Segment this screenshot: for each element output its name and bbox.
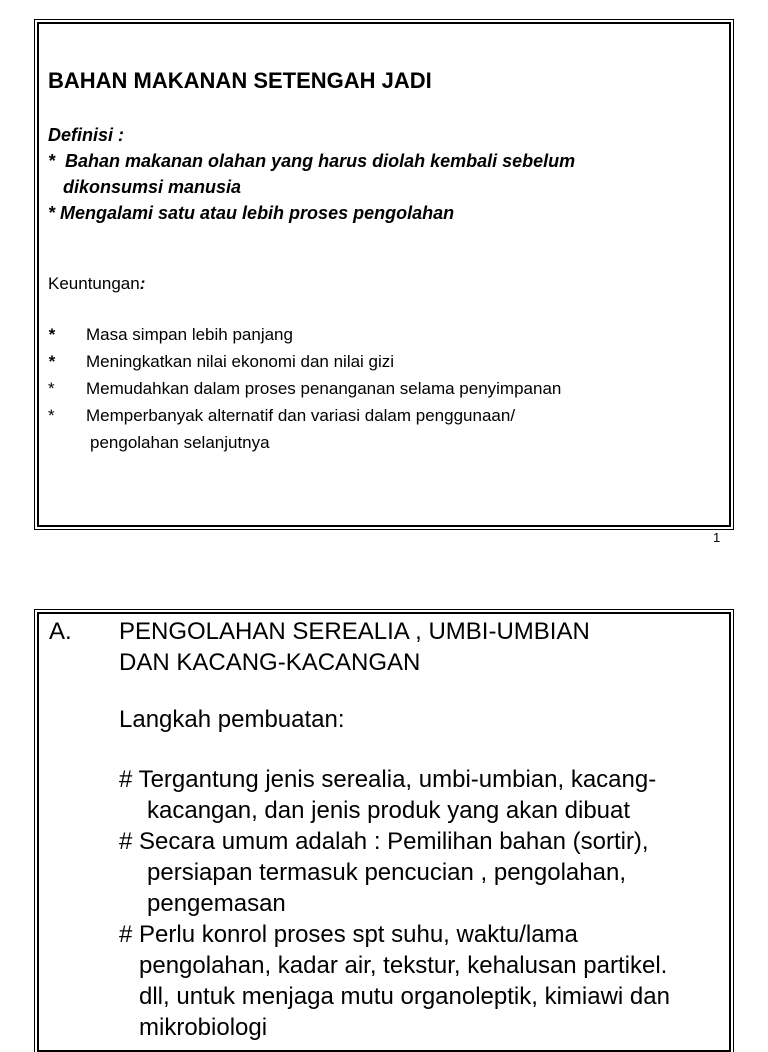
bullet: * <box>48 352 55 371</box>
bullet: * <box>48 325 55 344</box>
list-item-line: persiapan termasuk pencucian , pengolahan, <box>147 859 626 886</box>
list-item-text: Masa simpan lebih panjang <box>86 325 293 344</box>
definition-line: * Bahan makanan olahan yang harus diolah kembali sebelum <box>48 151 576 171</box>
section-letter: A. <box>49 618 72 645</box>
advantages-label-colon: : <box>139 274 146 293</box>
slide-2 <box>37 612 731 1052</box>
definition-line: * Mengalami satu atau lebih proses pengolahan <box>48 203 455 223</box>
list-item-line: # Perlu konrol proses spt suhu, waktu/lama <box>119 921 578 948</box>
bullet: * <box>48 379 55 398</box>
list-item-line: dll, untuk menjaga mutu organoleptik, kimiawi dan <box>139 983 670 1010</box>
list-item <box>48 321 561 348</box>
slide-1 <box>37 22 731 527</box>
advantages-label <box>48 274 145 294</box>
slide-2-subheading: Langkah pembuatan: <box>119 706 345 733</box>
list-item-continuation: pengolahan selanjutnya <box>90 433 270 452</box>
slide-1-content <box>48 24 729 525</box>
page-number: 1 <box>713 530 721 545</box>
list-item-line: kacangan, dan jenis produk yang akan dibuat <box>147 797 631 824</box>
list-item <box>119 919 729 1043</box>
list-item <box>119 764 729 826</box>
slide-1-title: BAHAN MAKANAN SETENGAH JADI <box>48 68 432 93</box>
list-item <box>48 375 561 402</box>
steps-list <box>119 764 729 1043</box>
list-item-line: mikrobiologi <box>139 1014 268 1041</box>
advantages-label-text: Keuntungan <box>48 274 140 293</box>
definition-line: dikonsumsi manusia <box>48 177 242 197</box>
list-item <box>48 402 561 429</box>
definition-label: Definisi : <box>48 125 125 145</box>
list-item-text: Memperbanyak alternatif dan variasi dalam penggunaan/ <box>86 406 516 425</box>
list-item-line: pengolahan, kadar air, tekstur, kehalusan partikel. <box>139 952 668 979</box>
list-item-line: # Secara umum adalah : Pemilihan bahan (sortir), <box>119 828 649 855</box>
heading-text <box>119 616 719 678</box>
definition-block <box>48 122 575 226</box>
list-item-text: Meningkatkan nilai ekonomi dan nilai gizi <box>86 352 395 371</box>
heading-line: DAN KACANG-KACANGAN <box>119 649 421 676</box>
list-item-line: # Tergantung jenis serealia, umbi-umbian, kacang- <box>119 766 657 793</box>
list-item-text: Memudahkan dalam proses penanganan selama penyimpanan <box>86 379 562 398</box>
list-item-line: pengemasan <box>147 890 286 917</box>
list-item <box>48 348 561 375</box>
heading-line: PENGOLAHAN SEREALIA , UMBI-UMBIAN <box>119 618 590 645</box>
bullet: * <box>48 406 55 425</box>
list-item <box>119 826 729 919</box>
advantages-list <box>48 321 561 456</box>
